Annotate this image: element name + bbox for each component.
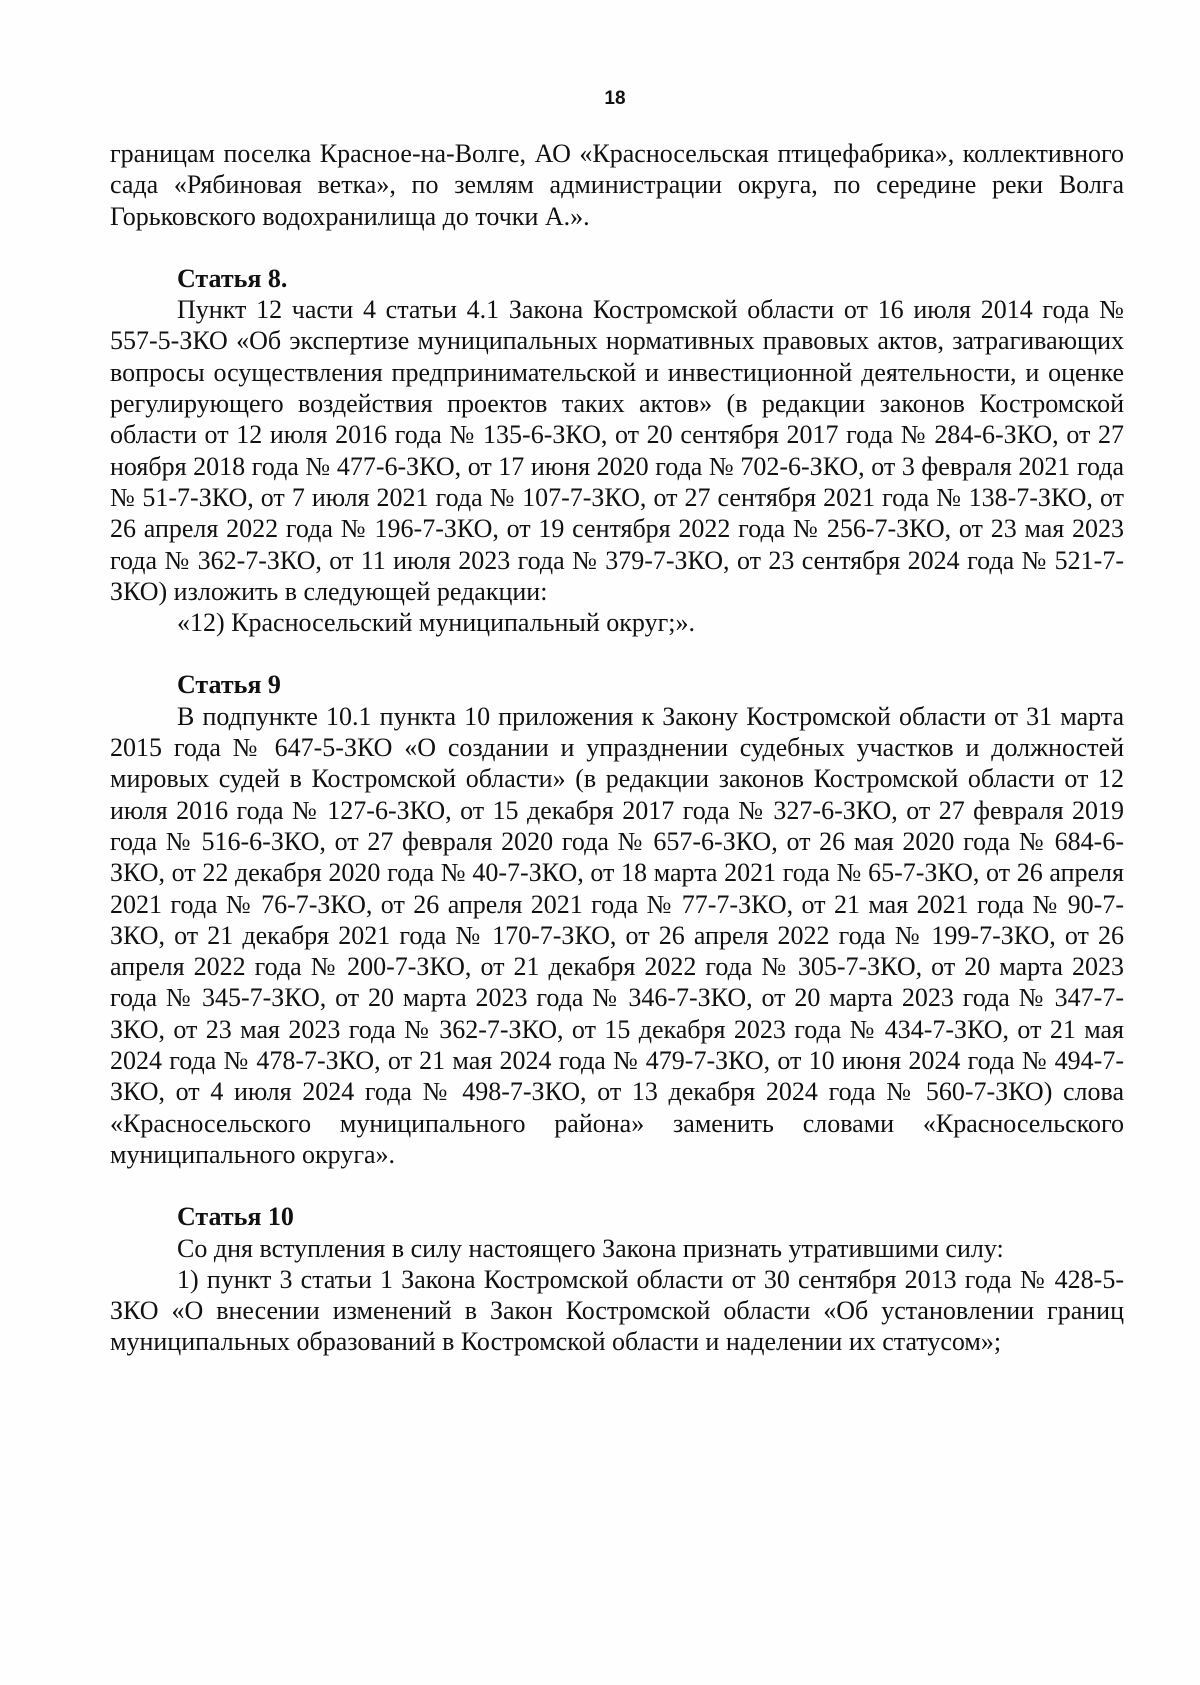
opening-paragraph: границам поселка Красное-на-Волге, АО «Красносельская птицефабрика», коллективного сада «Рябиновая ветка», по землям администрации округа, по середине реки Волга Горьковского водохранилища до точки А.». [110,139,1124,231]
article-10-item-1: 1) пункт 3 статьи 1 Закона Костромской области от 30 сентября 2013 года № 428-5-ЗКО «О внесении изменений в Закон Костромской области «Об установлении границ муниципальных образований в Костромской области и наделении их статусом»; [110,1264,1124,1357]
article-9-heading: Статья 9 [177,670,281,700]
spacer [110,638,1124,669]
article-10-heading: Статья 10 [177,1202,294,1232]
article-8-quote: «12) Красносельский муниципальный округ;». [177,608,695,638]
spacer [110,1170,1124,1201]
article-10-intro: Со дня вступления в силу настоящего Закона признать утратившими силу: [177,1233,1004,1263]
document-body [110,138,1124,1358]
article-9-paragraph: В подпункте 10.1 пункта 10 приложения к Закону Костромской области от 31 марта 2015 года № 647-5-ЗКО «О создании и упразднении судебных участков и должностей мировых судей в Костромской области» (в редакции законов Костромской области от 12 июля 2016 года № 127-6-ЗКО, от 15 декабря 2017 года № 327-6-ЗКО, от 27 февраля 2019 года № 516-6-ЗКО, от 27 февраля 2020 года № 657-6-ЗКО, от 26 мая 2020 года № 684-6-ЗКО, от 22 декабря 2020 года № 40-7-ЗКО, от 18 марта 2021 года № 65-7-ЗКО, от 26 апреля 2021 года № 76-7-ЗКО, от 26 апреля 2021 года № 77-7-ЗКО, от 21 мая 2021 года № 90-7-ЗКО, от 21 декабря 2021 года № 170-7-ЗКО, от 26 апреля 2022 года № 199-7-ЗКО, от 26 апреля 2022 года № 200-7-ЗКО, от 21 декабря 2022 года № 305-7-ЗКО, от 20 марта 2023 года № 345-7-ЗКО, от 20 марта 2023 года № 346-7-ЗКО, от 20 марта 2023 года № 347-7-ЗКО, от 23 мая 2023 года № 362-7-ЗКО, от 15 декабря 2023 года № 434-7-ЗКО, от 21 мая 2024 года № 478-7-ЗКО, от 21 мая 2024 года № 479-7-ЗКО, от 10 июня 2024 года № 494-7-ЗКО, от 4 июля 2024 года № 498-7-ЗКО, от 13 декабря 2024 года № 560-7-ЗКО) слова «Красносельского муниципального района» заменить словами «Красносельского муниципального округа». [110,701,1124,1169]
article-8-heading: Статья 8. [177,263,288,293]
article-8-paragraph: Пункт 12 части 4 статьи 4.1 Закона Костромской области от 16 июля 2014 года № 557-5-ЗКО «Об экспертизе муниципальных нормативных правовых актов, затрагивающих вопросы осуществления предпринимательской и инвестиционной деятельности, и оценке регулирующего воздействия проектов таких актов» (в редакции законов Костромской области от 12 июля 2016 года № 135-6-ЗКО, от 20 сентября 2017 года № 284-6-ЗКО, от 27 ноября 2018 года № 477-6-ЗКО, от 17 июня 2020 года № 702-6-ЗКО, от 3 февраля 2021 года № 51-7-ЗКО, от 7 июля 2021 года № 107-7-ЗКО, от 27 сентября 2021 года № 138-7-ЗКО, от 26 апреля 2022 года № 196-7-ЗКО, от 19 сентября 2022 года № 256-7-ЗКО, от 23 мая 2023 года № 362-7-ЗКО, от 11 июля 2023 года № 379-7-ЗКО, от 23 сентября 2024 года № 521-7-ЗКО) изложить в следующей редакции: [110,295,1124,606]
spacer [110,232,1124,263]
page-number: 18 [604,88,626,109]
